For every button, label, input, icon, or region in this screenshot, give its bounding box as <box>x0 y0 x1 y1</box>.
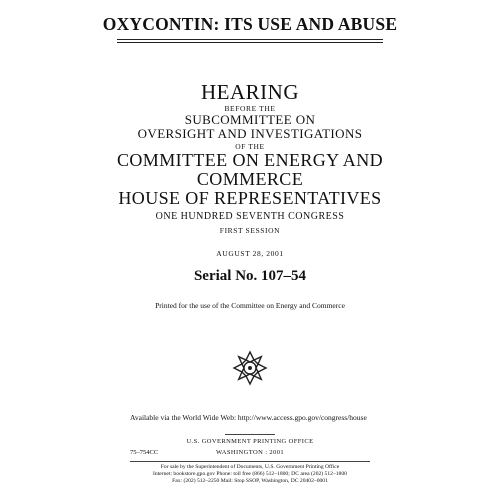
house-name: HOUSE OF REPRESENTATIVES <box>118 188 382 208</box>
subcommittee-line-1: SUBCOMMITTEE ON <box>184 112 316 127</box>
title-rule-thick <box>117 39 383 40</box>
sale-line-1: For sale by the Superintendent of Documents, U.S. Government Printing Office <box>160 464 340 470</box>
title-rule-thin <box>117 42 383 43</box>
gpo-seal-icon <box>230 348 270 388</box>
gpo-label: U.S. GOVERNMENT PRINTING OFFICE <box>186 438 314 445</box>
document-title: OXYCONTIN: ITS USE AND ABUSE <box>102 14 398 34</box>
before-the-label: BEFORE THE <box>224 104 276 113</box>
washington-date: WASHINGTON : 2001 <box>215 449 285 456</box>
serial-number: Serial No. 107–54 <box>193 268 307 284</box>
sale-line-3: Fax: (202) 512–2250 Mail: Stop SSOP, Washington, DC 20402–0001 <box>172 478 328 484</box>
hearing-date: AUGUST 28, 2001 <box>216 249 284 258</box>
committee-line-2: COMMERCE <box>196 169 304 189</box>
committee-line-1: COMMITTEE ON ENERGY AND <box>116 150 384 170</box>
sale-line-2: Internet: bookstore.gpo.gov Phone: toll free (866) 512–1800; DC area (202) 512–1800 <box>153 471 347 477</box>
hearing-heading: HEARING <box>201 80 299 104</box>
congress-label: ONE HUNDRED SEVENTH CONGRESS <box>155 211 345 222</box>
printed-for-note: Printed for the use of the Committee on Energy and Commerce <box>155 301 345 310</box>
doc-number: 75–754CC <box>130 449 159 456</box>
gpo-rule <box>225 434 275 435</box>
web-availability-note: Available via the World Wide Web: http://www.access.gpo.gov/congress/house <box>130 413 367 422</box>
imprint-rule <box>130 461 370 462</box>
of-the-label: OF THE <box>235 142 265 151</box>
subcommittee-line-2: OVERSIGHT AND INVESTIGATIONS <box>137 126 363 141</box>
session-label: FIRST SESSION <box>219 226 281 235</box>
